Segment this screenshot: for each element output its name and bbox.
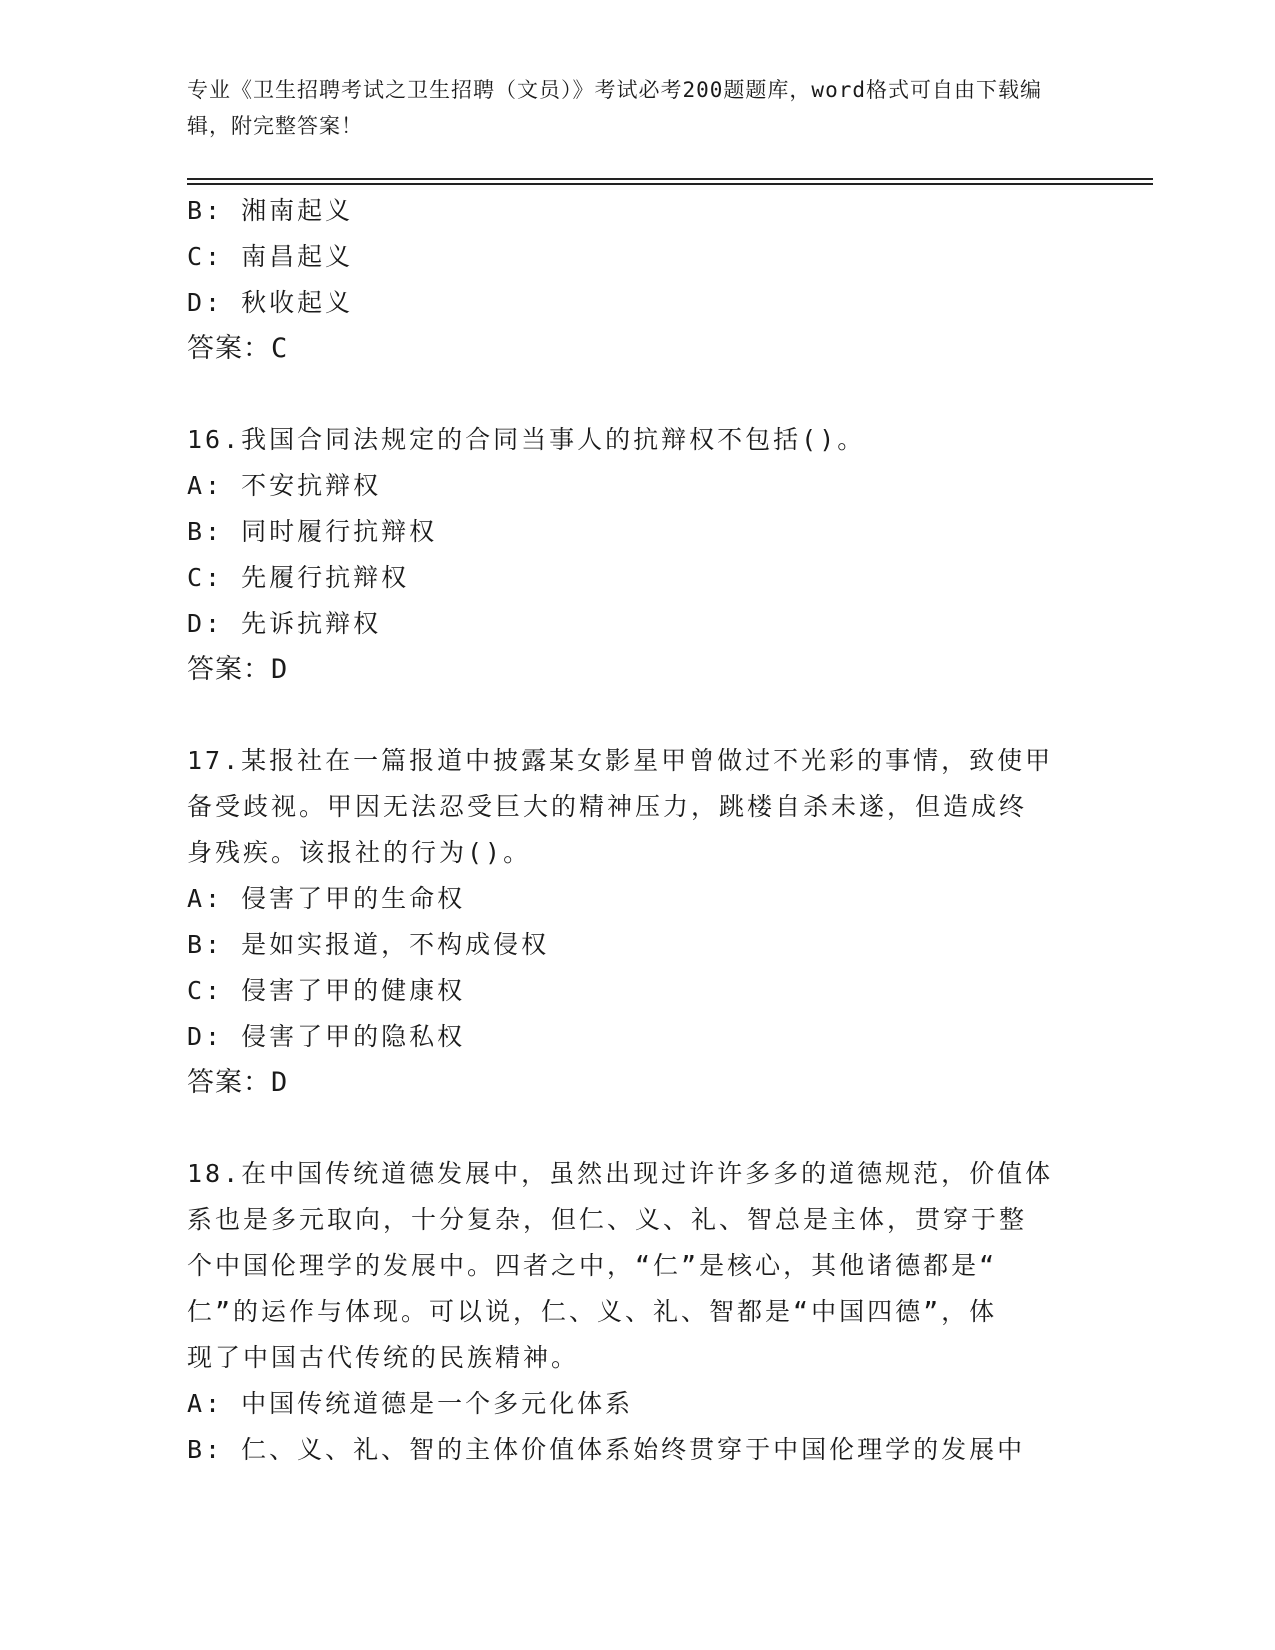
option-b: B: 是如实报道，不构成侵权: [187, 930, 550, 959]
option-d: D: 侵害了甲的隐私权: [187, 1022, 466, 1051]
header-rule-top: [187, 178, 1153, 180]
question-stem-line: 身残疾。该报社的行为()。: [187, 838, 532, 867]
question-list: [187, 188, 1067, 1473]
question-18: [187, 1151, 1067, 1473]
option-a: A: 中国传统道德是一个多元化体系: [187, 1389, 634, 1418]
option-c: C: 先履行抗辩权: [187, 563, 410, 592]
question-stem-line: 系也是多元取向，十分复杂，但仁、义、礼、智总是主体，贯穿于整: [187, 1205, 1028, 1234]
question-stem-line: 备受歧视。甲因无法忍受巨大的精神压力，跳楼自杀未遂，但造成终: [187, 792, 1028, 821]
option-a: A: 侵害了甲的生命权: [187, 884, 466, 913]
question-stem-line: 个中国伦理学的发展中。四者之中，“仁”是核心，其他诸德都是“: [187, 1251, 998, 1280]
answer-line: 答案：C: [187, 333, 289, 364]
document-header: 专业《卫生招聘考试之卫生招聘（文员）》考试必考200题题库，word格式可自由下载编辑，附完整答案！: [187, 78, 1042, 138]
option-c: C: 南昌起义: [187, 242, 354, 271]
option-d: D: 秋收起义: [187, 288, 354, 317]
option-b: B: 湘南起义: [187, 196, 354, 225]
question-stem-line: 17.某报社在一篇报道中披露某女影星甲曾做过不光彩的事情，致使甲: [187, 746, 1054, 775]
option-a: A: 不安抗辩权: [187, 471, 382, 500]
header-rule-bottom: [187, 183, 1153, 185]
question-15-continuation: [187, 188, 1067, 372]
question-17: [187, 738, 1067, 1106]
question-16: [187, 417, 1067, 693]
answer-line: 答案：D: [187, 1067, 289, 1098]
option-d: D: 先诉抗辩权: [187, 609, 382, 638]
option-c: C: 侵害了甲的健康权: [187, 976, 466, 1005]
question-stem-line: 现了中国古代传统的民族精神。: [187, 1343, 580, 1372]
question-stem-line: 18.在中国传统道德发展中，虽然出现过许许多多的道德规范，价值体: [187, 1159, 1054, 1188]
answer-line: 答案：D: [187, 654, 289, 685]
option-b: B: 同时履行抗辩权: [187, 517, 438, 546]
option-b: B: 仁、义、礼、智的主体价值体系始终贯穿于中国伦理学的发展中: [187, 1435, 1026, 1464]
question-stem: 16.我国合同法规定的合同当事人的抗辩权不包括()。: [187, 425, 866, 454]
question-stem-line: 仁”的运作与体现。可以说，仁、义、礼、智都是“中国四德”，体: [187, 1297, 998, 1326]
